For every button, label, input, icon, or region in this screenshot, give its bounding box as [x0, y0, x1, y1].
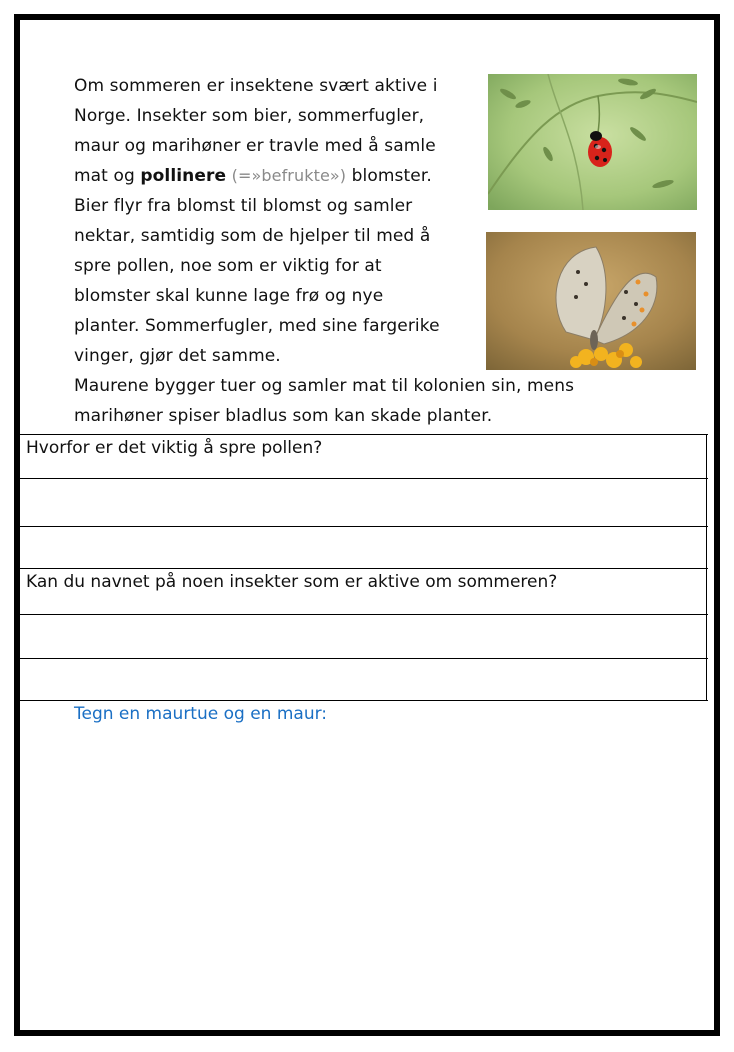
paragraph-line: nektar, samtidig som de hjelper til med å	[74, 226, 431, 246]
table-row-border	[18, 700, 708, 701]
butterfly-photo	[486, 232, 696, 370]
table-row-border	[18, 434, 708, 435]
answer-line[interactable]	[18, 526, 708, 527]
paragraph-line: maur og marihøner er travle med å samle	[74, 136, 436, 156]
ladybug-photo	[488, 74, 697, 210]
table-right-border	[706, 434, 707, 700]
paragraph-line: blomster skal kunne lage frø og nye	[74, 286, 384, 306]
paragraph-line: Norge. Insekter som bier, sommerfugler,	[74, 106, 425, 126]
drawing-area[interactable]	[20, 730, 706, 1018]
pollinate-keyword: pollinere	[140, 166, 227, 186]
paragraph-text: mat og	[74, 166, 141, 186]
paragraph-line: Bier flyr fra blomst til blomst og samler	[74, 196, 413, 216]
answer-line[interactable]	[18, 658, 708, 659]
paragraph-line: planter. Sommerfugler, med sine fargerike	[74, 316, 440, 336]
paragraph-line: vinger, gjør det samme.	[74, 346, 281, 366]
paragraph-line: Om sommeren er insektene svært aktive i	[74, 76, 438, 96]
question-1: Hvorfor er det viktig å spre pollen?	[26, 438, 323, 458]
paragraph-line: marihøner spiser bladlus som kan skade planter.	[74, 406, 493, 426]
paragraph-line-pollinate	[74, 161, 432, 191]
table-left-border	[18, 434, 19, 700]
table-row-border	[18, 568, 708, 569]
paragraph-text: blomster.	[346, 166, 432, 186]
paragraph-line: spre pollen, noe som er viktig for at	[74, 256, 382, 276]
answer-line[interactable]	[18, 614, 708, 615]
pollinate-gloss: (=»befrukte»)	[231, 166, 347, 185]
question-2: Kan du navnet på noen insekter som er aktive om sommeren?	[26, 572, 558, 592]
drawing-prompt: Tegn en maurtue og en maur:	[74, 704, 328, 724]
answer-line[interactable]	[18, 478, 708, 479]
paragraph-line: Maurene bygger tuer og samler mat til kolonien sin, mens	[74, 376, 575, 396]
